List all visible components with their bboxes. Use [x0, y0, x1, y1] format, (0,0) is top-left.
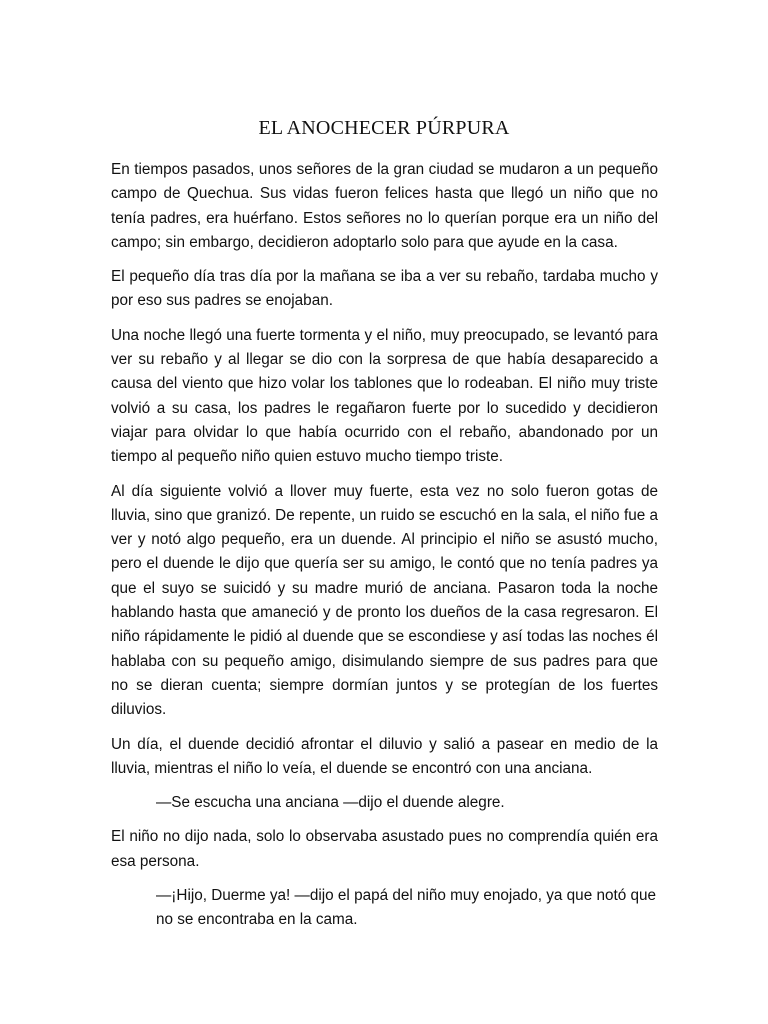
dialogue-line: —¡Hijo, Duerme ya! —dijo el papá del niño muy enojado, ya que notó que no se encontraba en la cama.: [156, 887, 656, 929]
paragraph: Al día siguiente volvió a llover muy fuerte, esta vez no solo fueron gotas de lluvia, sino que granizó. De repente, un ruido se escuchó en la sala, el niño fue a ver y notó algo pequeño, era un duende. Al principio el niño se asustó mucho, pero el duende le dijo que quería ser su amigo, le contó que no tenía padres ya que el suyo se suicidó y su madre murió de anciana. Pasaron toda la noche hablando hasta que amaneció y de pronto los dueños de la casa regresaron. El niño rápidamente le pidió al duende que se escondiese y así todas las noches él hablaba con su pequeño amigo, disimulando siempre de sus padres para que no se dieran cuenta; siempre dormían juntos y se protegían de los fuertes diluvios.: [111, 482, 658, 719]
paragraph: En tiempos pasados, unos señores de la gran ciudad se mudaron a un pequeño campo de Quechua. Sus vidas fueron felices hasta que llegó un niño que no tenía padres, era huérfano. Estos señores no lo querían porque era un niño del campo; sin embargo, decidieron adoptarlo solo para que ayude en la casa.: [111, 161, 658, 251]
paragraph: Un día, el duende decidió afrontar el diluvio y salió a pasear en medio de la lluvia, mientras el niño lo veía, el duende se encontró con una anciana.: [111, 735, 658, 777]
dialogue-line: —Se escucha una anciana —dijo el duende alegre.: [156, 794, 505, 812]
document-body: [111, 158, 658, 933]
paragraph: El pequeño día tras día por la mañana se iba a ver su rebaño, tardaba mucho y por eso sus padres se enojaban.: [111, 268, 658, 310]
document-title: EL ANOCHECER PÚRPURA: [258, 117, 510, 139]
paragraph: El niño no dijo nada, solo lo observaba asustado pues no comprendía quién era esa persona.: [111, 828, 658, 870]
paragraph: Una noche llegó una fuerte tormenta y el niño, muy preocupado, se levantó para ver su rebaño y al llegar se dio con la sorpresa de que había desaparecido a causa del viento que hizo volar los tablones que lo rodeaban. El niño muy triste volvió a su casa, los padres le regañaron fuerte por lo sucedido y decidieron viajar para olvidar lo que había ocurrido con el rebaño, abandonado por un tiempo al pequeño niño quien estuvo mucho tiempo triste.: [111, 326, 658, 466]
